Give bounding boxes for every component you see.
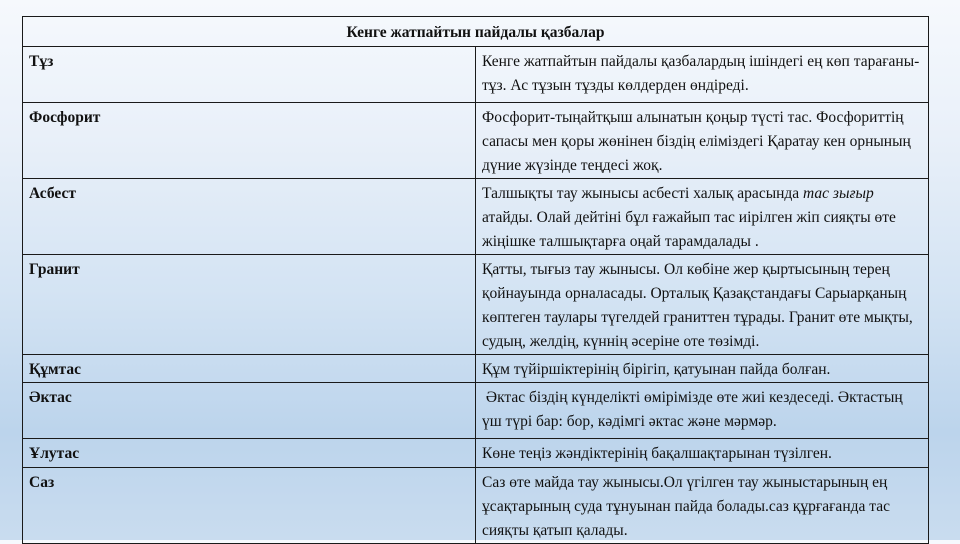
mineral-description-clay: Саз өте майда тау жынысы.Ол үгілген тау жыныстарының ең ұсақтарының суда тұнуынан пайда болады.саз құрғағанда тас сияқты қатып қалады.: [476, 468, 929, 544]
mineral-description-salt: Кенге жатпайтын пайдалы қазбалардың ішіндегі ең көп тарағаны-тұз. Ас тұзын тұзды көлдерден өндіреді.: [476, 47, 929, 103]
table-row: [23, 383, 929, 439]
mineral-description-phosphorite: Фосфорит-тыңайтқыш алынатын қоңыр түсті тас. Фосфориттің сапасы мен қоры жөнінен біздің еліміздегі Қаратау кен орнының дүние жүзінде теңдесі жоқ.: [476, 103, 929, 179]
mineral-description-sandstone: Құм түйіршіктерінің бірігіп, қатуынан пайда болған.: [476, 355, 929, 383]
table-row: [23, 439, 929, 468]
table-row: [23, 103, 929, 179]
minerals-table: [22, 16, 929, 544]
mineral-name-limestone: Әктас: [23, 383, 476, 439]
description-text: Талшықты тау жынысы асбесті халық арасында: [482, 185, 804, 202]
table-row: [23, 179, 929, 255]
mineral-name-clay: Саз: [23, 468, 476, 544]
mineral-description-limestone: Әктас біздің күнделікті өмірімізде өте жиі кездеседі. Әктастың үш түрі бар: бор, кәдімгі әктас және мәрмәр.: [476, 383, 929, 439]
table-row: [23, 468, 929, 544]
description-italic-term: тас зығыр: [803, 185, 874, 202]
table-row: [23, 255, 929, 355]
table-title-row: [23, 17, 929, 47]
mineral-name-shell-rock: Ұлутас: [23, 439, 476, 468]
table-row: [23, 47, 929, 103]
mineral-name-phosphorite: Фосфорит: [23, 103, 476, 179]
mineral-description-granite: Қатты, тығыз тау жынысы. Ол көбіне жер қыртысының терең қойнауында орналасады. Орталық Қазақстандағы Сарыарқаның көптеген таулары түгелдей граниттен тұрады. Гранит өте мықты, судың, желдің, күннің әсеріне оте төзімді.: [476, 255, 929, 355]
table-title: Кенге жатпайтын пайдалы қазбалар: [23, 17, 929, 47]
description-text: атайды. Олай дейтіні бұл ғажайып тас иірілген жіп сияқты өте жіңішке талшықтарға оңай тарамдалады .: [482, 209, 896, 250]
mineral-name-asbestos: Асбест: [23, 179, 476, 255]
mineral-description-shell-rock: Көне теңіз жәндіктерінің бақалшақтарынан түзілген.: [476, 439, 929, 468]
mineral-name-granite: Гранит: [23, 255, 476, 355]
mineral-name-salt: Тұз: [23, 47, 476, 103]
mineral-description-asbestos: [476, 179, 929, 255]
table-row: [23, 355, 929, 383]
mineral-name-sandstone: Құмтас: [23, 355, 476, 383]
